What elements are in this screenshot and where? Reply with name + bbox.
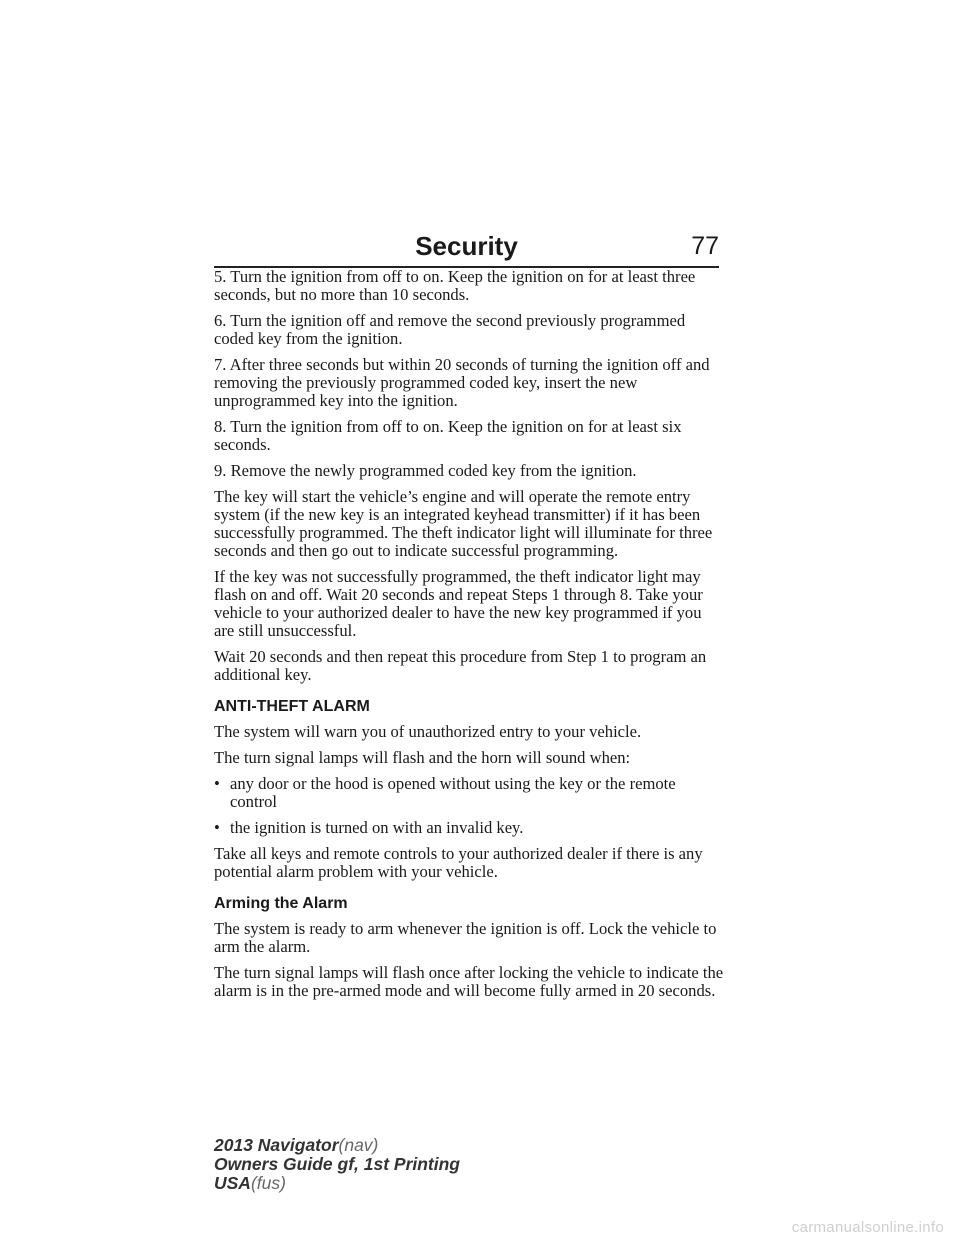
page-header bbox=[214, 226, 719, 268]
section-title: Security bbox=[415, 231, 518, 261]
heading-anti-theft-alarm: ANTI-THEFT ALARM bbox=[214, 698, 370, 715]
step-9: 9. Remove the newly programmed coded key from the ignition. bbox=[214, 461, 637, 480]
page-footer bbox=[214, 1136, 460, 1193]
alarm-trigger-list bbox=[214, 775, 724, 837]
list-item-text: any door or the hood is opened without using the key or the remote control bbox=[230, 774, 676, 811]
list-item-text: the ignition is turned on with an invalid key. bbox=[230, 818, 524, 837]
footer-market-code: (fus) bbox=[250, 1173, 286, 1193]
paragraph-alarm-intro: The system will warn you of unauthorized entry to your vehicle. bbox=[214, 722, 642, 741]
footer-guide: Owners Guide gf, 1st Printing bbox=[214, 1154, 460, 1174]
page-content bbox=[214, 268, 724, 1008]
paragraph-alarm-closing: Take all keys and remote controls to your authorized dealer if there is any potential alarm problem with your vehicle. bbox=[214, 844, 703, 881]
paragraph-additional-key: Wait 20 seconds and then repeat this procedure from Step 1 to program an additional key. bbox=[214, 647, 707, 684]
paragraph-alarm-lead: The turn signal lamps will flash and the horn will sound when: bbox=[214, 748, 631, 767]
bullet-icon: • bbox=[214, 818, 220, 837]
bullet-icon: • bbox=[214, 774, 220, 793]
list-item bbox=[214, 775, 724, 811]
step-7: 7. After three seconds but within 20 seconds of turning the ignition off and removing the previously programmed coded key, insert the new unprogrammed key into the ignition. bbox=[214, 355, 710, 410]
footer-line-model bbox=[214, 1136, 460, 1155]
list-item bbox=[214, 819, 724, 837]
page-number: 77 bbox=[691, 232, 719, 260]
step-8: 8. Turn the ignition from off to on. Keep the ignition on for at least six seconds. bbox=[214, 417, 682, 454]
paragraph-arming-flash: The turn signal lamps will flash once after locking the vehicle to indicate the alarm is in the pre-armed mode and will become fully armed in 20 seconds. bbox=[214, 963, 724, 1000]
step-5: 5. Turn the ignition from off to on. Keep the ignition on for at least three seconds, but no more than 10 seconds. bbox=[214, 267, 696, 304]
footer-model: 2013 Navigator bbox=[214, 1135, 339, 1155]
footer-market: USA bbox=[214, 1173, 251, 1193]
footer-line-guide bbox=[214, 1155, 460, 1174]
watermark: carmanualsonline.info bbox=[791, 1219, 944, 1236]
footer-line-market bbox=[214, 1174, 460, 1193]
paragraph-unsuccessful: If the key was not successfully programmed, the theft indicator light may flash on and off. Wait 20 seconds and repeat Steps 1 through 8. Take your vehicle to your authorized dealer to have the new key programmed if you are still unsuccessful. bbox=[214, 567, 703, 640]
footer-model-code: (nav) bbox=[338, 1135, 379, 1155]
step-6: 6. Turn the ignition off and remove the second previously programmed coded key from the ignition. bbox=[214, 311, 686, 348]
paragraph-arming-ready: The system is ready to arm whenever the ignition is off. Lock the vehicle to arm the alarm. bbox=[214, 919, 717, 956]
paragraph-key-result: The key will start the vehicle’s engine and will operate the remote entry system (if the new key is an integrated keyhead transmitter) if it has been successfully programmed. The theft indicator light will illuminate for three seconds and then go out to indicate successful programming. bbox=[214, 487, 713, 560]
heading-arming-the-alarm: Arming the Alarm bbox=[214, 895, 348, 912]
